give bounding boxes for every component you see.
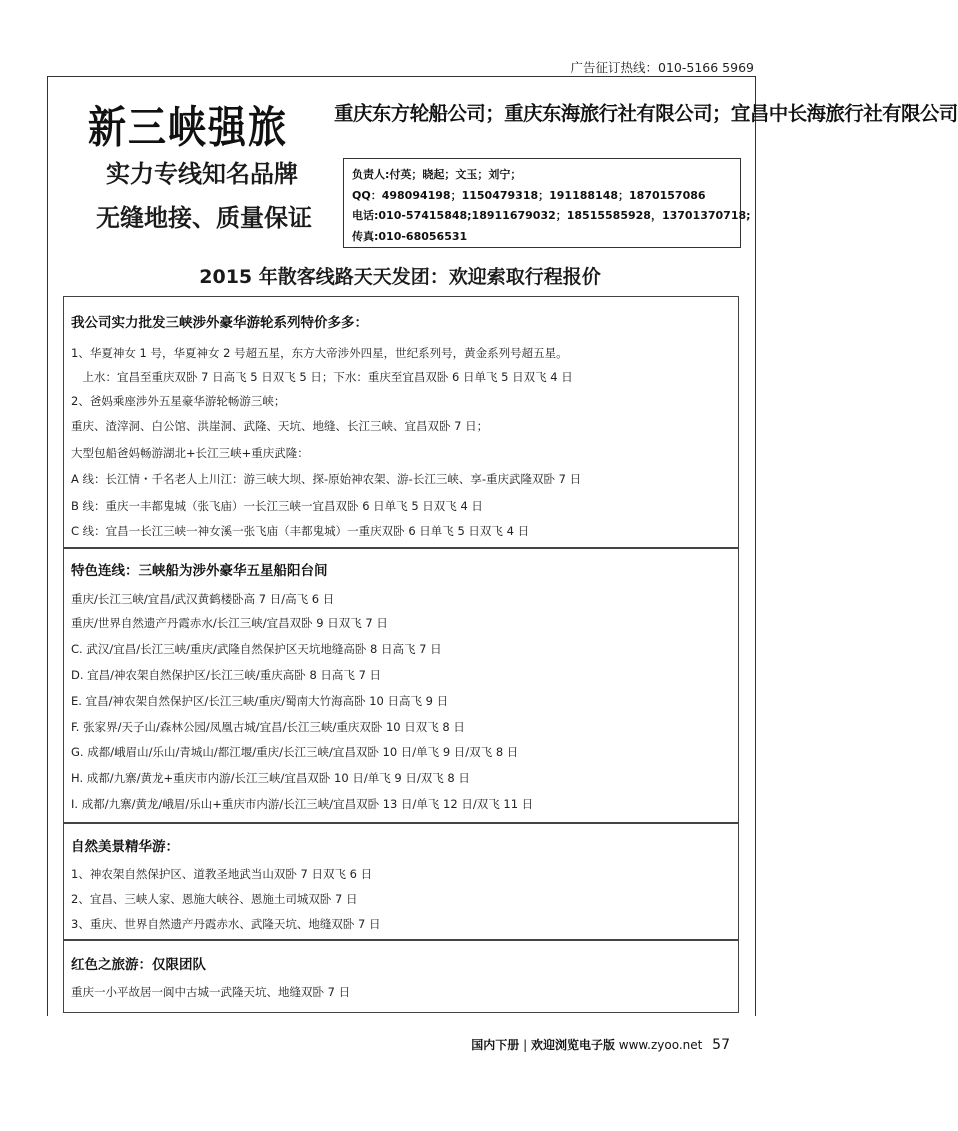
list-item: G. 成都/峨眉山/乐山/青城山/都江堰/重庆/长江三峡/宜昌双卧 10 日/单飞 9 日/双飞 8 日 <box>71 745 519 759</box>
company-names: 重庆东方轮船公司；重庆东海旅行社有限公司；宜昌中长海旅行社有限公司 <box>334 102 958 125</box>
list-item: 1、华夏神女 1 号，华夏神女 2 号超五星，东方大帝涉外四星，世纪系列号，黄金系列号超五星。 <box>71 346 568 360</box>
section-title: 我公司实力批发三峡涉外豪华游轮系列特价多多： <box>71 315 368 331</box>
frame-top-rule <box>47 76 756 77</box>
list-item: A 线：长江情・千名老人上川江：游三峡大坝、探-原始神农架、游-长江三峡、享-重庆武隆双卧 7 日 <box>71 472 582 486</box>
brand-logo-text: 新三峡强旅 <box>88 102 289 153</box>
footer-volume: 国内下册 <box>471 1038 520 1052</box>
list-item: 上水：宜昌至重庆双卧 7 日高飞 5 日双飞 5 日；下水：重庆至宜昌双卧 6 日单飞 5 日双飞 4 日 <box>71 370 573 384</box>
section-title: 自然美景精华游： <box>71 839 179 855</box>
section-title: 红色之旅游：仅限团队 <box>71 957 206 973</box>
section-featured-routes <box>63 548 739 823</box>
page-number: 57 <box>712 1037 730 1053</box>
list-item: 2、爸妈乘座涉外五星豪华游轮畅游三峡； <box>71 394 286 408</box>
list-item: F. 张家界/天子山/森林公园/凤凰古城/宜昌/长江三峡/重庆双卧 10 日双飞 8 日 <box>71 720 465 734</box>
contact-box <box>343 158 751 248</box>
list-item: E. 宜昌/神农架自然保护区/长江三峡/重庆/蜀南大竹海高卧 10 日高飞 9 日 <box>71 694 449 708</box>
contact-qq: QQ：498094198；1150479318；191188148；1870157086 <box>352 189 706 202</box>
list-item: 重庆一小平故居一阆中古城一武隆天坑、地缝双卧 7 日 <box>71 985 351 999</box>
list-item: 1、神农架自然保护区、道教圣地武当山双卧 7 日双飞 6 日 <box>71 867 373 881</box>
list-item: 重庆/长江三峡/宜昌/武汉黄鹤楼卧高 7 日/高飞 6 日 <box>71 592 335 606</box>
headline: 2015 年散客线路天天发团：欢迎索取行程报价 <box>199 266 601 288</box>
list-item: 2、宜昌、三峡人家、恩施大峡谷、恩施土司城双卧 7 日 <box>71 892 358 906</box>
section-title: 特色连线：三峡船为涉外豪华五星船阳台间 <box>71 563 328 579</box>
section-red-tour <box>63 940 739 1013</box>
list-item: 3、重庆、世界自然遗产丹霞赤水、武隆天坑、地缝双卧 7 日 <box>71 917 381 931</box>
page-footer <box>471 1036 730 1053</box>
list-item: 重庆/世界自然遗产丹霞赤水/长江三峡/宜昌双卧 9 日双飞 7 日 <box>71 616 388 630</box>
frame-left-rule <box>47 76 48 1016</box>
footer-separator: | <box>523 1038 528 1052</box>
list-item: B 线：重庆一丰都鬼城（张飞庙）一长江三峡一宜昌双卧 6 日单飞 5 日双飞 4 日 <box>71 499 483 513</box>
list-item: H. 成都/九寨/黄龙+重庆市内游/长江三峡/宜昌双卧 10 日/单飞 9 日/双飞 8 日 <box>71 771 470 785</box>
list-item: C. 武汉/宜昌/长江三峡/重庆/武隆自然保护区天坑地缝高卧 8 日高飞 7 日 <box>71 642 442 656</box>
list-item: I. 成都/九寨/黄龙/峨眉/乐山+重庆市内游/长江三峡/宜昌双卧 13 日/单飞 12 日/双飞 11 日 <box>71 797 534 811</box>
section-natural-scenery <box>63 823 739 940</box>
frame-right-rule <box>755 76 756 1016</box>
list-item: D. 宜昌/神农架自然保护区/长江三峡/重庆高卧 8 日高飞 7 日 <box>71 668 382 682</box>
list-item: C 线：宜昌一长江三峡一神女溪一张飞庙（丰都鬼城）一重庆双卧 6 日单飞 5 日双飞 4 日 <box>71 524 530 538</box>
list-item: 大型包船爸妈畅游湖北+长江三峡+重庆武隆： <box>71 446 309 460</box>
contact-phone: 电话:010-57415848;18911679032；18515585928，13701370718; <box>352 209 751 222</box>
slogan-brand: 实力专线知名品牌 <box>106 160 298 188</box>
ad-hotline: 广告征订热线：010-5166 5969 <box>570 60 754 75</box>
footer-promo: 欢迎浏览电子版 <box>530 1038 615 1052</box>
section-cruise-wholesale <box>63 296 739 548</box>
footer-site-link[interactable]: www.zyoo.net <box>618 1038 703 1052</box>
contact-persons: 负责人:付英；晓起；文玉；刘宁； <box>352 168 522 181</box>
slogan-quality: 无缝地接、质量保证 <box>96 204 312 232</box>
list-item: 重庆、渣滓洞、白公馆、洪崖洞、武隆、天坑、地缝、长江三峡、宜昌双卧 7 日； <box>71 419 489 433</box>
contact-fax: 传真:010-68056531 <box>352 230 468 243</box>
